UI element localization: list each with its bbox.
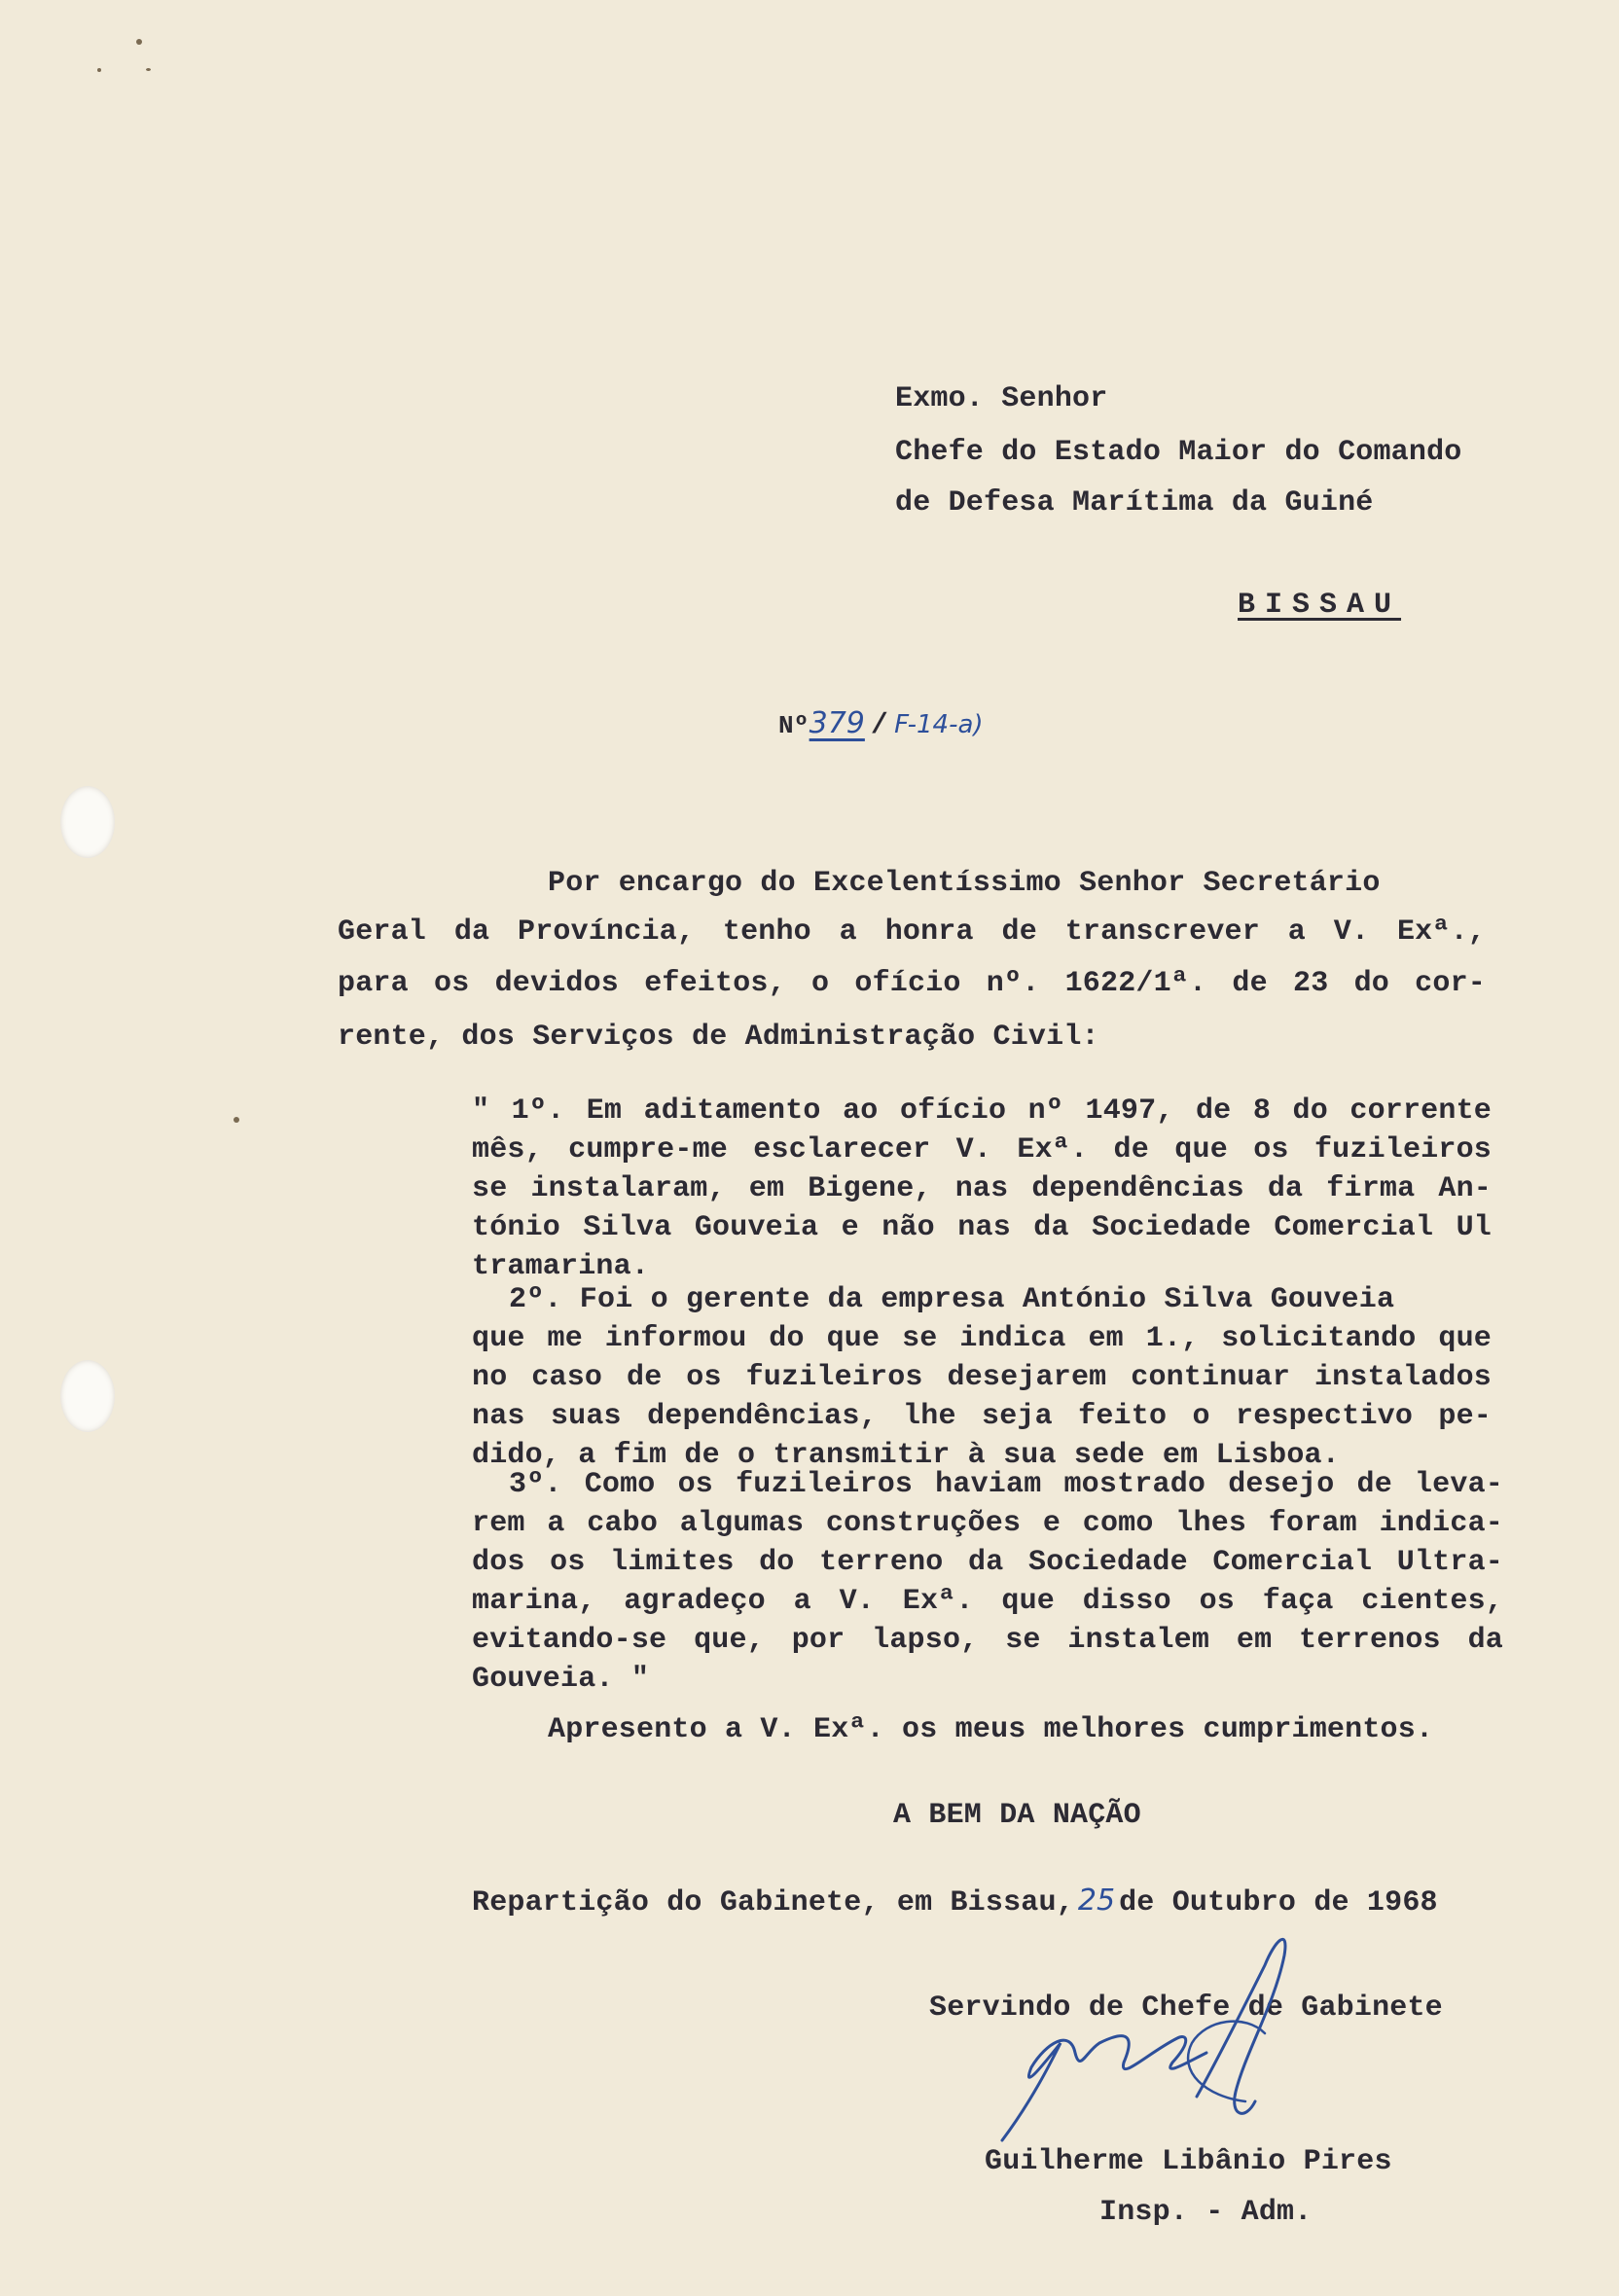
reference-prefix: Nº xyxy=(778,711,810,740)
quote-line: dido, a fim de o transmitir à sua sede em Lisboa. xyxy=(472,1439,1340,1472)
quote-line: 2º. Foi o gerente da empresa António Silva Gouveia xyxy=(509,1283,1395,1316)
quote-line: evitando-se que, por lapso, se instalem em terrenos da xyxy=(472,1624,1503,1657)
paper-speck xyxy=(136,39,142,45)
quote-line: " 1º. Em aditamento ao ofício nº 1497, de 8 do corrente xyxy=(472,1094,1492,1128)
intro-line: Geral da Província, tenho a honra de transcrever a V. Exª., xyxy=(338,915,1486,949)
quote-paragraph-3 xyxy=(472,1465,1503,1699)
intro-line: rente, dos Serviços de Administração Civil: xyxy=(338,1021,1099,1054)
paper-speck xyxy=(234,1117,239,1123)
paper-speck xyxy=(97,68,101,72)
addressee-salutation: Exmo. Senhor xyxy=(895,382,1108,415)
signature-scribble xyxy=(953,1897,1537,2170)
reference-handwritten-number: 379 xyxy=(809,706,865,740)
closing-motto: A BEM DA NAÇÃO xyxy=(893,1799,1141,1832)
signatory-name: Guilherme Libânio Pires xyxy=(985,2145,1392,2178)
handwritten-day: 25 xyxy=(1077,1883,1116,1918)
quote-line: no caso de os fuzileiros desejarem continuar instalados xyxy=(472,1361,1492,1394)
quote-line: nas suas dependências, lhe seja feito o respectivo pe- xyxy=(472,1400,1492,1433)
quote-line: tramarina. xyxy=(472,1250,650,1283)
quote-line: dos os limites do terreno da Sociedade Comercial Ultra- xyxy=(472,1546,1503,1579)
signatory-title: Insp. - Adm. xyxy=(1099,2196,1313,2229)
quote-paragraph-1 xyxy=(472,1092,1492,1286)
quote-line: mês, cumpre-me esclarecer V. Exª. de que os fuzileiros xyxy=(472,1133,1492,1166)
intro-line: Por encargo do Excelentíssimo Senhor Secretário xyxy=(548,867,1381,900)
punch-hole-top xyxy=(60,786,115,858)
intro-line: para os devidos efeitos, o ofício nº. 1622/1ª. de 23 do cor- xyxy=(338,967,1486,1000)
paper-speck xyxy=(146,68,151,71)
quote-line: que me informou do que se indica em 1., solicitando que xyxy=(472,1322,1492,1355)
addressee-organization: de Defesa Marítima da Guiné xyxy=(895,486,1374,520)
place-suffix: de Outubro de 1968 xyxy=(1119,1886,1438,1919)
addressee-title: Chefe do Estado Maior do Comando xyxy=(895,436,1462,469)
quote-paragraph-2 xyxy=(472,1280,1492,1475)
closing-greeting: Apresento a V. Exª. os meus melhores cumprimentos. xyxy=(548,1713,1434,1746)
quote-line: Gouveia. " xyxy=(472,1663,650,1696)
addressee-city: BISSAU xyxy=(1238,589,1402,622)
quote-line: 3º. Como os fuzileiros haviam mostrado desejo de leva- xyxy=(509,1468,1503,1501)
reference-number xyxy=(778,704,984,745)
quote-line: se instalaram, em Bigene, nas dependências da firma An- xyxy=(472,1172,1492,1205)
quote-line: rem a cabo algumas construções e como lhes foram indica- xyxy=(472,1507,1503,1540)
punch-hole-bottom xyxy=(60,1360,115,1432)
quote-line: marina, agradeço a V. Exª. que disso os faça cientes, xyxy=(472,1585,1503,1618)
reference-slash: / xyxy=(870,709,889,742)
reference-handwritten-note: F-14-a) xyxy=(894,710,984,739)
place-prefix: Repartição do Gabinete, em Bissau, xyxy=(472,1886,1074,1919)
signatory-role: Servindo de Chefe de Gabinete xyxy=(929,1991,1443,2025)
quote-line: tónio Silva Gouveia e não nas da Sociedade Comercial Ul xyxy=(472,1211,1492,1244)
